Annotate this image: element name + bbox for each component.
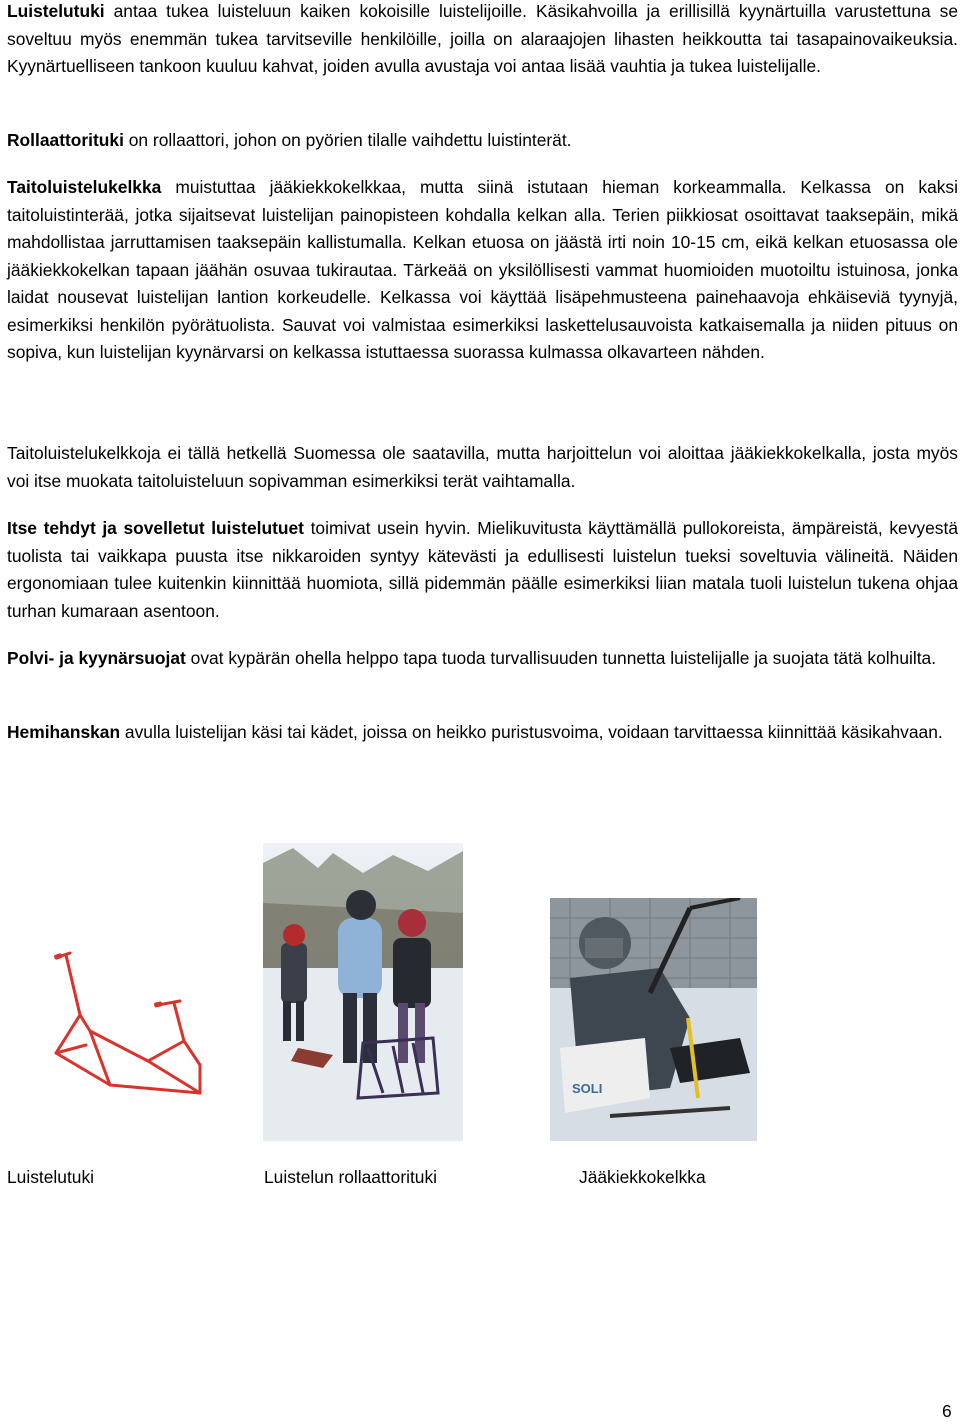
figure-jaakiekkokelkka-photo	[550, 898, 757, 1141]
paragraph-taitoluistelukelkka	[7, 174, 958, 367]
paragraph-hemihanska	[7, 719, 958, 747]
term-luistelutuki: Luistelutuki	[7, 1, 105, 21]
paragraph-text: Taitoluistelukelkkoja ei tällä hetkellä Suomessa ole saatavilla, mutta harjoittelun voi aloittaa jääkiekkokelkalla, josta myös voi itse muokata taitoluisteluun sopivamman esimerkiksi terät vaihtamalla.	[7, 443, 958, 491]
paragraph-text: toimivat usein hyvin. Mielikuvitusta käyttämällä pullokoreista, ämpäreistä, kevyestä tuolista tai vaikkapa puusta itse nikkaroiden syntyy kätevästi ja edullisesti luistelun tueksi soveltuvia välineitä. Näiden ergonomiaan tulee kuitenkin kiinnittää huomiota, sillä pidemmän päälle esimerkiksi liian matala tuoli luistelun tukena ohjaa turhan kumaraan asentoon.	[7, 518, 958, 621]
term-itse-tehdyt: Itse tehdyt ja sovelletut luistelutuet	[7, 518, 304, 538]
sledge-hockey-illustration	[550, 898, 757, 1141]
paragraph-text: ovat kypärän ohella helppo tapa tuoda turvallisuuden tunnetta luistelijalle ja suojata tätä kolhuilta.	[185, 648, 937, 668]
paragraph-text: avulla luistelijan käsi tai kädet, joissa on heikko puristusvoima, voidaan tarvittaessa kiinnittää käsikahvaan.	[120, 722, 943, 742]
caption-rollaattorituki: Luistelun rollaattorituki	[264, 1167, 438, 1187]
figure-rollaattorituki-photo	[263, 843, 463, 1141]
term-suojat: Polvi- ja kyynärsuojat	[7, 648, 186, 668]
paragraph-rollaattorituki	[7, 127, 958, 155]
paragraph-taitoluistelukelkkoja	[7, 440, 958, 495]
paragraph-suojat	[7, 645, 958, 673]
figure-luistelutuki-image	[50, 945, 215, 1095]
paragraph-itse-tehdyt	[7, 515, 958, 625]
skating-support-drawing	[50, 945, 215, 1095]
paragraph-text: on rollaattori, johon on pyörien tilalle vaihdettu luistinterät.	[123, 130, 572, 150]
term-hemihanska: Hemihanskan	[7, 722, 121, 742]
page-number: 6	[942, 1401, 952, 1421]
paragraph-luistelutuki	[7, 0, 958, 81]
term-rollaattorituki: Rollaattorituki	[7, 130, 124, 150]
paragraph-text: antaa tukea luisteluun kaiken kokoisille luistelijoille. Käsikahvoilla ja erillisillä kyynärtuilla varustettuna se soveltuu myös enemmän tukea tarvitseville henkilöille, joilla on alaraajojen lihasten heikkoutta tai tasapainovaikeuksia. Kyynärtuelliseen tankoon kuuluu kahvat, joiden avulla avustaja voi antaa lisää vauhtia ja tukea luistelijalle.	[7, 1, 958, 76]
caption-jaakiekkokelkka: Jääkiekkokelkka	[579, 1167, 706, 1187]
term-taitoluistelukelkka: Taitoluistelukelkka	[7, 177, 162, 197]
sled-logo-text: SOLI	[572, 1081, 603, 1096]
rollator-photo-illustration	[263, 843, 463, 1141]
paragraph-text: muistuttaa jääkiekkokelkkaa, mutta siinä istutaan hieman korkeammalla. Kelkassa on kaksi taitoluistinterää, jotka sijaitsevat luistelijan painopisteen kohdalla kelkan alla. Terien piikkiosat osoittavat taaksepäin, mikä mahdollistaa jarruttamisen taaksepäin kallistumalla. Kelkan etuosa on jäästä irti noin 10-15 cm, eikä kelkan etuosassa ole jääkiekkokelkan tapaan jäähän osuvaa tukirautaa. Tärkeää on yksilöllisesti vammat huomioiden muotoiltu istuinosa, jonka laidat nousevat luistelijan lantion korkeudelle. Kelkassa voi käyttää lisäpehmusteena painehaavoja ehkäiseviä tyynyjä, esimerkiksi henkilön pyörätuolista. Sauvat voi valmistaa esimerkiksi laskettelusauvoista katkaisemalla ja niiden pituus on sopiva, kun luistelijan kyynärvarsi on kelkassa istuttaessa suorassa kulmassa olkavarteen nähden.	[7, 177, 958, 362]
caption-luistelutuki: Luistelutuki	[7, 1167, 95, 1187]
